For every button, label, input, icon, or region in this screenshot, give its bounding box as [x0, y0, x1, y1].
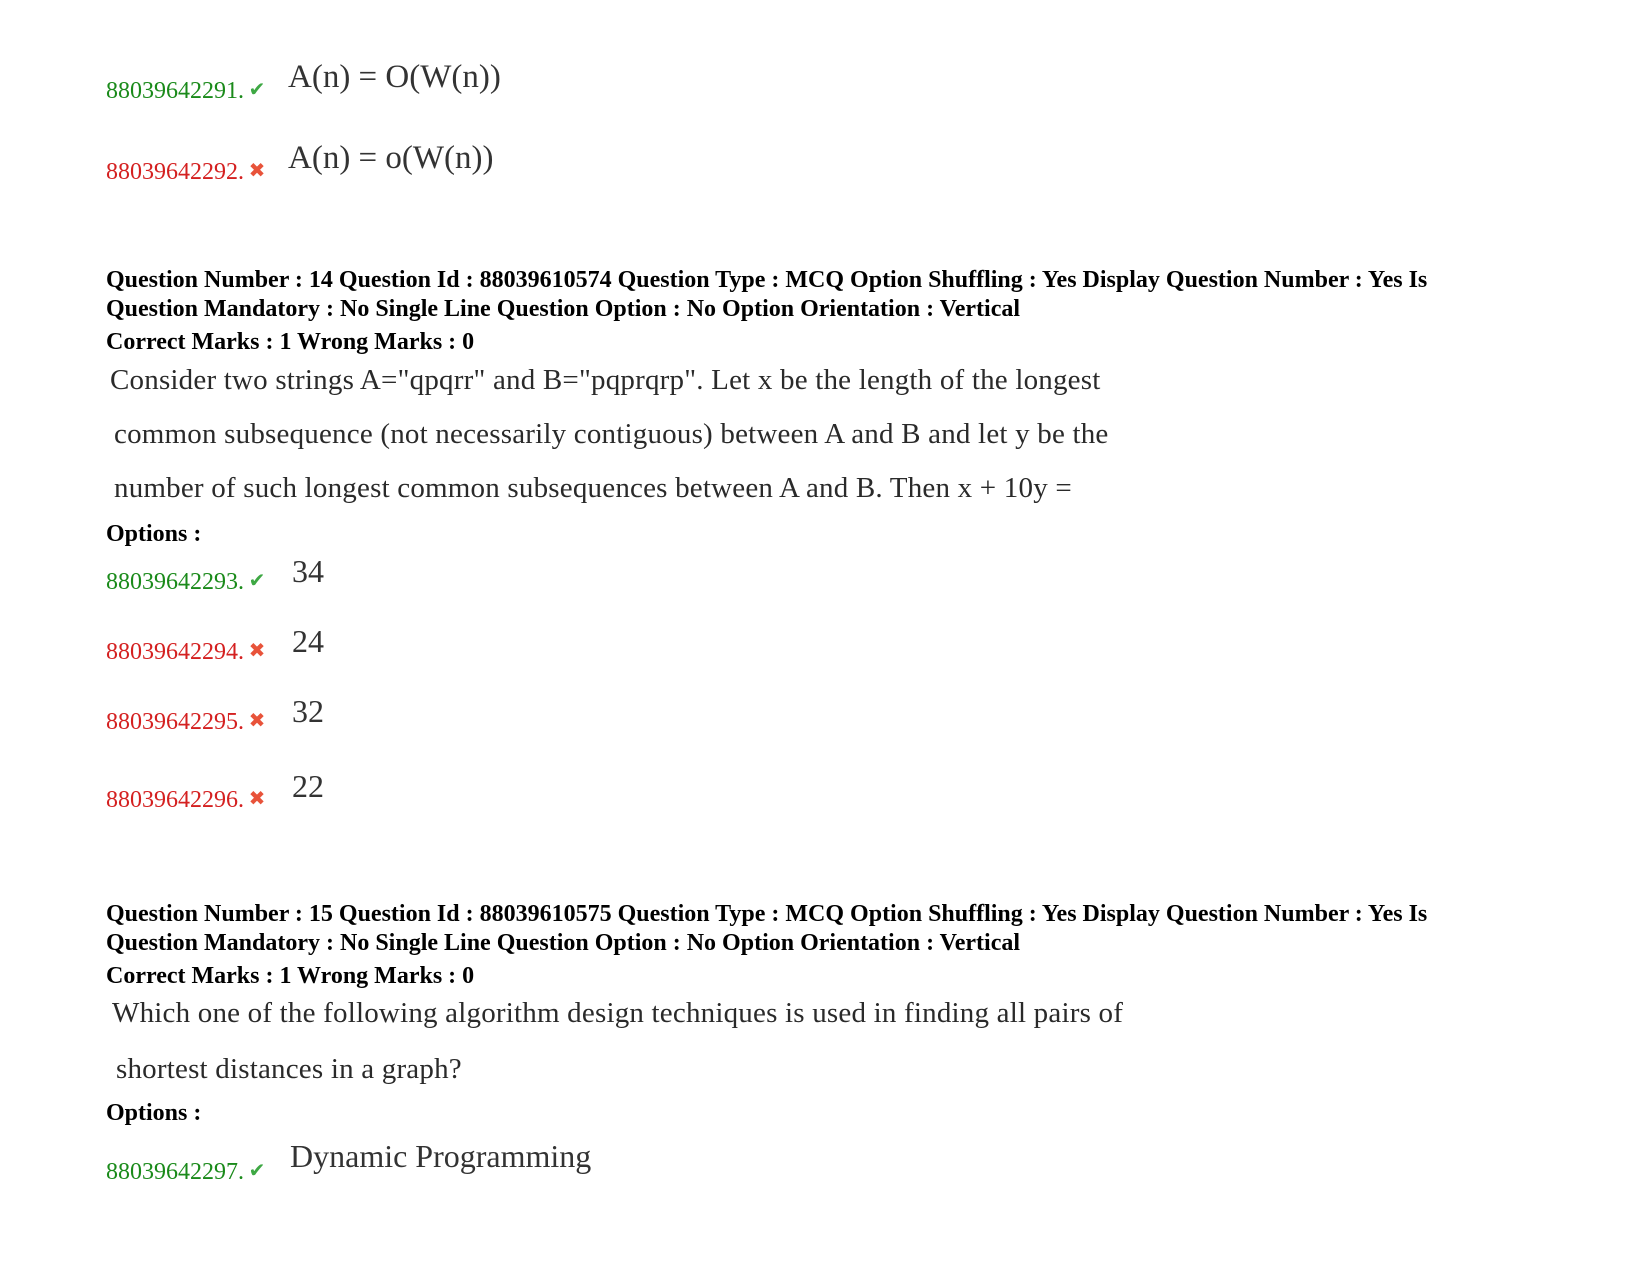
option-text: 32 [292, 693, 324, 729]
option-text: A(n) = o(W(n)) [288, 140, 494, 176]
question-text-line: Which one of the following algorithm design techniques is used in finding all pairs of [112, 997, 1124, 1029]
option-row [106, 1138, 592, 1186]
option-text: 24 [292, 623, 324, 659]
cross-icon: ✖ [248, 640, 266, 662]
option-row [106, 623, 324, 666]
check-icon: ✔ [248, 79, 266, 101]
option-id: 88039642296. [106, 787, 244, 813]
option-id: 88039642291. [106, 78, 244, 104]
cross-icon: ✖ [248, 160, 266, 182]
question-text-line: number of such longest common subsequences between A and B. Then x + 10y = [114, 472, 1072, 504]
option-row [106, 59, 501, 105]
question-text-line: shortest distances in a graph? [116, 1053, 462, 1085]
marks-line: Correct Marks : 1 Wrong Marks : 0 [106, 329, 475, 355]
meta-line: Question Mandatory : No Single Line Question Option : No Option Orientation : Vertical [106, 930, 1021, 956]
question-meta [106, 900, 1427, 958]
options-label: Options : [106, 521, 202, 547]
options-label: Options : [106, 1100, 202, 1126]
check-icon: ✔ [248, 1160, 266, 1182]
option-text: 34 [292, 553, 324, 589]
meta-line: Question Mandatory : No Single Line Question Option : No Option Orientation : Vertical [106, 296, 1021, 322]
marks-line: Correct Marks : 1 Wrong Marks : 0 [106, 963, 475, 989]
option-id: 88039642292. [106, 159, 244, 185]
meta-line: Question Number : 14 Question Id : 88039610574 Question Type : MCQ Option Shuffling : Yes Display Question Number : Yes Is [106, 267, 1428, 293]
option-row [106, 693, 324, 736]
option-row [106, 140, 494, 186]
question-text-line: Consider two strings A="qpqrr" and B="pqprqrp". Let x be the length of the longest [110, 364, 1101, 396]
option-id: 88039642297. [106, 1159, 244, 1185]
cross-icon: ✖ [248, 788, 266, 810]
question-text-line: common subsequence (not necessarily contiguous) between A and B and let y be the [114, 418, 1109, 450]
option-id: 88039642295. [106, 709, 244, 735]
option-id: 88039642294. [106, 639, 244, 665]
option-text: 22 [292, 768, 324, 804]
meta-line: Question Number : 15 Question Id : 88039610575 Question Type : MCQ Option Shuffling : Yes Display Question Number : Yes Is [106, 901, 1428, 927]
cross-icon: ✖ [248, 710, 266, 732]
question-meta [106, 266, 1427, 324]
option-text: Dynamic Programming [290, 1138, 592, 1174]
check-icon: ✔ [248, 570, 266, 592]
option-row [106, 768, 324, 814]
option-text: A(n) = O(W(n)) [288, 59, 501, 95]
option-row [106, 553, 324, 596]
option-id: 88039642293. [106, 569, 244, 595]
